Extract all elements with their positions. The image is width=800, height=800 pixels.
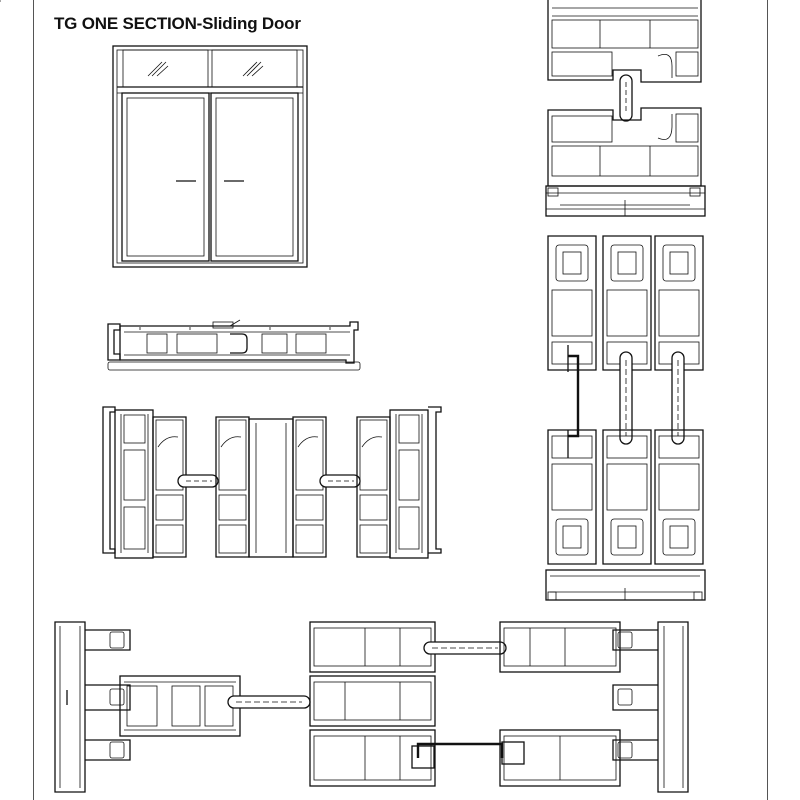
middle-profile-section <box>103 407 441 558</box>
page-title: TG ONE SECTION-Sliding Door <box>54 14 301 33</box>
glass-mark-icon <box>148 62 263 76</box>
lower-sash-rail <box>548 430 703 564</box>
vertical-section <box>546 0 705 600</box>
top-profile-section <box>108 320 360 370</box>
door-elevation <box>0 1 307 267</box>
horizontal-section <box>55 622 688 792</box>
upper-sash-rail <box>548 236 703 370</box>
